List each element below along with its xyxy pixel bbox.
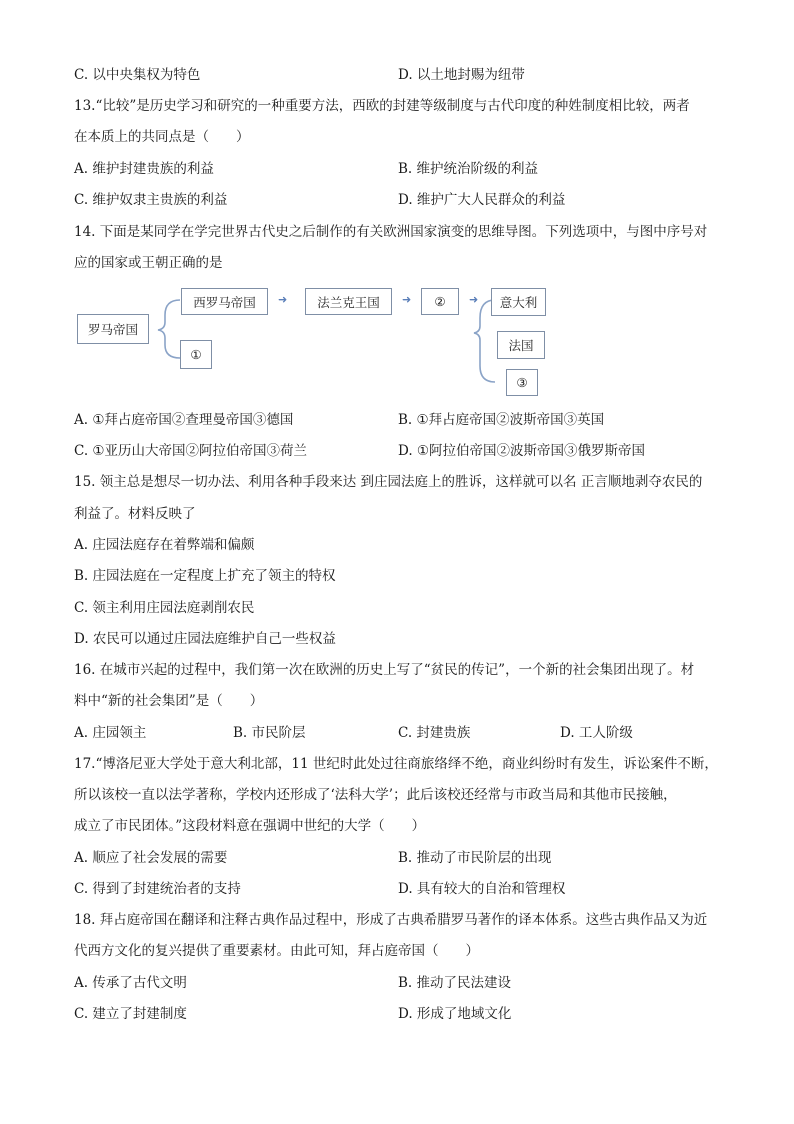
- q18-stem-line2: 代西方文化的复兴提供了重要素材。由此可知，拜占庭帝国（ ）: [74, 943, 479, 959]
- q18-option-a: A. 传承了古代文明: [74, 975, 187, 991]
- q14-option-d: D. ①阿拉伯帝国②波斯帝国③俄罗斯帝国: [398, 443, 646, 459]
- q17-stem-line1: 17.“博洛尼亚大学处于意大利北部，11 世纪时此处过往商旅络绎不绝，商业纠纷时有发生，诉讼案件不断，: [74, 756, 718, 772]
- q13-stem-line2: 在本质上的共同点是（ ）: [74, 129, 250, 145]
- box-placeholder-3: ③: [506, 369, 538, 396]
- arrow-icon: ➜: [402, 293, 412, 306]
- q17-option-b: B. 推动了市民阶层的出现: [398, 850, 552, 866]
- q14-option-c: C. ①亚历山大帝国②阿拉伯帝国③荷兰: [74, 443, 308, 459]
- q15-option-b: B. 庄园法庭在一定程度上扩充了领主的特权: [74, 568, 336, 584]
- q15-stem-line1: 15. 领主总是想尽一切办法、利用各种手段来达 到庄园法庭上的胜诉，这样就可以名 正言顺地剥夺农民的: [74, 474, 703, 490]
- q13-option-b: B. 维护统治阶级的利益: [398, 161, 539, 177]
- q14-option-b: B. ①拜占庭帝国②波斯帝国③英国: [398, 412, 605, 428]
- q13-option-d: D. 维护广大人民群众的利益: [398, 192, 566, 208]
- q18-option-b: B. 推动了民法建设: [398, 975, 512, 991]
- arrow-icon: ➜: [469, 293, 479, 306]
- q12-option-d: D. 以土地封赐为纽带: [398, 67, 525, 83]
- q15-option-c: C. 领主利用庄园法庭剥削农民: [74, 600, 255, 616]
- box-placeholder-1: ①: [180, 340, 212, 369]
- q14-stem-line1: 14. 下面是某同学在学完世界古代史之后制作的有关欧洲国家演变的思维导图。下列选项中，与图中序号对: [74, 224, 708, 240]
- q17-option-c: C. 得到了封建统治者的支持: [74, 881, 241, 897]
- q16-option-b: B. 市民阶层: [233, 725, 306, 741]
- q13-option-c: C. 维护奴隶主贵族的利益: [74, 192, 228, 208]
- q18-stem-line1: 18. 拜占庭帝国在翻译和注释古典作品过程中，形成了古典希腊罗马著作的译本体系。这些古典作品又为近: [74, 912, 708, 928]
- q17-stem-line2: 所以该校一直以法学著称，学校内还形成了‘法科大学’；此后该校还经常与市政当局和其他市民接触，: [74, 787, 677, 803]
- box-italy: 意大利: [491, 288, 546, 316]
- q13-option-a: A. 维护封建贵族的利益: [74, 161, 214, 177]
- q17-stem-line3: 成立了市民团体。”这段材料意在强调中世纪的大学（ ）: [74, 818, 426, 834]
- box-frankish-kingdom: 法兰克王国: [305, 288, 392, 315]
- q17-option-d: D. 具有较大的自治和管理权: [398, 881, 566, 897]
- q15-stem-line2: 利益了。材料反映了: [74, 506, 196, 522]
- box-placeholder-2: ②: [421, 288, 459, 315]
- q14-mind-map: [0, 0, 794, 400]
- box-france: 法国: [497, 331, 545, 359]
- q18-option-d: D. 形成了地域文化: [398, 1006, 512, 1022]
- box-western-roman-empire: 西罗马帝国: [181, 288, 268, 315]
- q16-stem-line1: 16. 在城市兴起的过程中，我们第一次在欧洲的历史上写了“贫民的传记”，一个新的社会集团出现了。材: [74, 662, 695, 678]
- q15-option-a: A. 庄园法庭存在着弊端和偏颇: [74, 537, 255, 553]
- q16-option-d: D. 工人阶级: [560, 725, 633, 741]
- q12-option-c: C. 以中央集权为特色: [74, 67, 201, 83]
- q14-option-a: A. ①拜占庭帝国②查理曼帝国③德国: [74, 412, 294, 428]
- q15-option-d: D. 农民可以通过庄园法庭维护自己一些权益: [74, 631, 336, 647]
- q16-option-c: C. 封建贵族: [398, 725, 471, 741]
- q18-option-c: C. 建立了封建制度: [74, 1006, 187, 1022]
- q14-stem-line2: 应的国家或王朝正确的是: [74, 255, 223, 271]
- q17-option-a: A. 顺应了社会发展的需要: [74, 850, 228, 866]
- q16-option-a: A. 庄园领主: [74, 725, 147, 741]
- q16-stem-line2: 料中“新的社会集团”是（ ）: [74, 693, 264, 709]
- q13-stem-line1: 13.“比较”是历史学习和研究的一种重要方法，西欧的封建等级制度与古代印度的种姓制度相比较，两者: [74, 98, 690, 114]
- box-roman-empire: 罗马帝国: [77, 314, 149, 344]
- arrow-icon: ➜: [278, 293, 288, 306]
